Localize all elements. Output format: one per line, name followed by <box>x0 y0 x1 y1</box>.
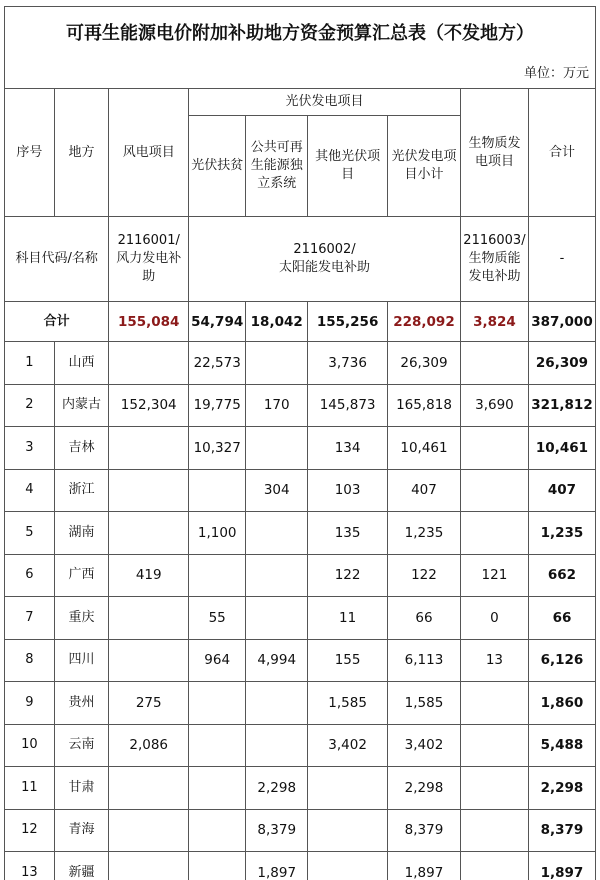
row-pv-other: 11 <box>308 597 388 640</box>
row-biomass <box>460 512 528 555</box>
code-pv: 2116002/ 太阳能发电补助 <box>189 217 461 302</box>
row-pv-public <box>246 597 308 640</box>
row-total: 10,461 <box>528 427 595 470</box>
row-pv-other: 1,585 <box>308 682 388 725</box>
row-pv-other <box>308 767 388 810</box>
row-pv-other: 155 <box>308 639 388 682</box>
row-pv-public <box>246 682 308 725</box>
table-row <box>5 512 596 555</box>
row-biomass: 121 <box>460 554 528 597</box>
budget-table <box>4 88 596 880</box>
row-pv-poverty <box>189 469 246 512</box>
row-pv-poverty: 22,573 <box>189 342 246 385</box>
row-pv-public: 2,298 <box>246 767 308 810</box>
row-pv-public: 170 <box>246 384 308 427</box>
row-total: 6,126 <box>528 639 595 682</box>
table-row <box>5 427 596 470</box>
row-region: 四川 <box>54 639 109 682</box>
totals-pv-public: 18,042 <box>246 302 308 342</box>
table-row <box>5 597 596 640</box>
code-wind: 2116001/风力发电补助 <box>109 217 189 302</box>
header-total: 合计 <box>528 89 595 217</box>
code-total: - <box>528 217 595 302</box>
totals-pv-poverty: 54,794 <box>189 302 246 342</box>
row-pv-subtotal: 407 <box>388 469 461 512</box>
row-total: 1,860 <box>528 682 595 725</box>
header-pv-other: 其他光伏项目 <box>308 116 388 217</box>
row-pv-poverty: 10,327 <box>189 427 246 470</box>
row-total: 8,379 <box>528 809 595 852</box>
row-pv-subtotal: 3,402 <box>388 724 461 767</box>
row-pv-other: 3,736 <box>308 342 388 385</box>
row-seq: 12 <box>5 809 55 852</box>
table-row <box>5 809 596 852</box>
row-pv-subtotal: 1,585 <box>388 682 461 725</box>
header-biomass: 生物质发电项目 <box>460 89 528 217</box>
row-total: 66 <box>528 597 595 640</box>
row-biomass: 3,690 <box>460 384 528 427</box>
row-seq: 10 <box>5 724 55 767</box>
row-pv-poverty: 1,100 <box>189 512 246 555</box>
row-pv-subtotal: 165,818 <box>388 384 461 427</box>
row-region: 云南 <box>54 724 109 767</box>
row-pv-public: 1,897 <box>246 852 308 880</box>
row-pv-poverty <box>189 682 246 725</box>
row-seq: 1 <box>5 342 55 385</box>
budget-sheet <box>4 6 596 880</box>
row-pv-public <box>246 342 308 385</box>
row-pv-subtotal: 2,298 <box>388 767 461 810</box>
table-title: 可再生能源电价附加补助地方资金预算汇总表（不发地方） <box>4 6 596 60</box>
row-region: 湖南 <box>54 512 109 555</box>
row-wind: 275 <box>109 682 189 725</box>
row-pv-subtotal: 6,113 <box>388 639 461 682</box>
table-row <box>5 384 596 427</box>
row-pv-subtotal: 10,461 <box>388 427 461 470</box>
row-pv-public <box>246 554 308 597</box>
row-biomass: 13 <box>460 639 528 682</box>
row-wind <box>109 512 189 555</box>
row-pv-subtotal: 1,235 <box>388 512 461 555</box>
row-seq: 4 <box>5 469 55 512</box>
row-region: 内蒙古 <box>54 384 109 427</box>
row-pv-other: 135 <box>308 512 388 555</box>
totals-pv-subtotal: 228,092 <box>388 302 461 342</box>
row-pv-subtotal: 1,897 <box>388 852 461 880</box>
unit-label: 单位：万元 <box>4 60 596 88</box>
row-seq: 2 <box>5 384 55 427</box>
row-pv-poverty: 19,775 <box>189 384 246 427</box>
row-seq: 3 <box>5 427 55 470</box>
row-region: 甘肃 <box>54 767 109 810</box>
row-biomass <box>460 767 528 810</box>
row-pv-poverty: 55 <box>189 597 246 640</box>
header-region: 地方 <box>54 89 109 217</box>
row-seq: 7 <box>5 597 55 640</box>
row-pv-public <box>246 427 308 470</box>
header-pv-subtotal: 光伏发电项目小计 <box>388 116 461 217</box>
row-pv-other: 3,402 <box>308 724 388 767</box>
row-pv-poverty <box>189 809 246 852</box>
row-pv-other <box>308 852 388 880</box>
row-region: 新疆 <box>54 852 109 880</box>
row-pv-poverty <box>189 724 246 767</box>
header-pv-group: 光伏发电项目 <box>189 89 461 116</box>
row-region: 贵州 <box>54 682 109 725</box>
totals-biomass: 3,824 <box>460 302 528 342</box>
row-region: 山西 <box>54 342 109 385</box>
code-biomass: 2116003/生物质能发电补助 <box>460 217 528 302</box>
row-wind <box>109 469 189 512</box>
table-row <box>5 342 596 385</box>
row-wind <box>109 427 189 470</box>
row-biomass <box>460 809 528 852</box>
row-biomass <box>460 427 528 470</box>
table-row <box>5 767 596 810</box>
row-pv-public: 4,994 <box>246 639 308 682</box>
row-pv-public <box>246 512 308 555</box>
row-wind: 419 <box>109 554 189 597</box>
header-pv-poverty: 光伏扶贫 <box>189 116 246 217</box>
row-pv-subtotal: 26,309 <box>388 342 461 385</box>
table-row <box>5 724 596 767</box>
row-pv-subtotal: 122 <box>388 554 461 597</box>
row-total: 5,488 <box>528 724 595 767</box>
row-wind <box>109 767 189 810</box>
row-total: 26,309 <box>528 342 595 385</box>
row-pv-public <box>246 724 308 767</box>
row-pv-other: 122 <box>308 554 388 597</box>
row-seq: 6 <box>5 554 55 597</box>
row-seq: 9 <box>5 682 55 725</box>
row-pv-subtotal: 8,379 <box>388 809 461 852</box>
row-wind <box>109 597 189 640</box>
row-wind <box>109 639 189 682</box>
table-row <box>5 639 596 682</box>
table-row <box>5 554 596 597</box>
row-region: 青海 <box>54 809 109 852</box>
row-pv-poverty <box>189 767 246 810</box>
header-seq: 序号 <box>5 89 55 217</box>
row-pv-public: 304 <box>246 469 308 512</box>
row-wind: 2,086 <box>109 724 189 767</box>
row-seq: 13 <box>5 852 55 880</box>
row-region: 重庆 <box>54 597 109 640</box>
row-pv-poverty <box>189 852 246 880</box>
code-label: 科目代码/名称 <box>5 217 109 302</box>
row-biomass <box>460 852 528 880</box>
row-region: 浙江 <box>54 469 109 512</box>
row-pv-other: 134 <box>308 427 388 470</box>
row-seq: 11 <box>5 767 55 810</box>
row-pv-public: 8,379 <box>246 809 308 852</box>
row-region: 广西 <box>54 554 109 597</box>
table-row <box>5 469 596 512</box>
totals-wind: 155,084 <box>109 302 189 342</box>
totals-grand: 387,000 <box>528 302 595 342</box>
totals-label: 合计 <box>5 302 109 342</box>
row-wind: 152,304 <box>109 384 189 427</box>
row-total: 321,812 <box>528 384 595 427</box>
row-total: 407 <box>528 469 595 512</box>
row-biomass <box>460 342 528 385</box>
row-biomass <box>460 469 528 512</box>
row-wind <box>109 342 189 385</box>
totals-pv-other: 155,256 <box>308 302 388 342</box>
header-wind: 风电项目 <box>109 89 189 217</box>
table-row <box>5 682 596 725</box>
row-total: 1,235 <box>528 512 595 555</box>
row-pv-subtotal: 66 <box>388 597 461 640</box>
row-pv-poverty: 964 <box>189 639 246 682</box>
row-wind <box>109 809 189 852</box>
row-biomass: 0 <box>460 597 528 640</box>
row-pv-poverty <box>189 554 246 597</box>
row-region: 吉林 <box>54 427 109 470</box>
header-pv-public: 公共可再生能源独立系统 <box>246 116 308 217</box>
row-wind <box>109 852 189 880</box>
row-total: 1,897 <box>528 852 595 880</box>
row-biomass <box>460 724 528 767</box>
totals-row <box>5 302 596 342</box>
row-pv-other: 103 <box>308 469 388 512</box>
row-pv-other: 145,873 <box>308 384 388 427</box>
row-total: 2,298 <box>528 767 595 810</box>
row-seq: 5 <box>5 512 55 555</box>
row-pv-other <box>308 809 388 852</box>
row-seq: 8 <box>5 639 55 682</box>
row-biomass <box>460 682 528 725</box>
table-row <box>5 852 596 880</box>
row-total: 662 <box>528 554 595 597</box>
